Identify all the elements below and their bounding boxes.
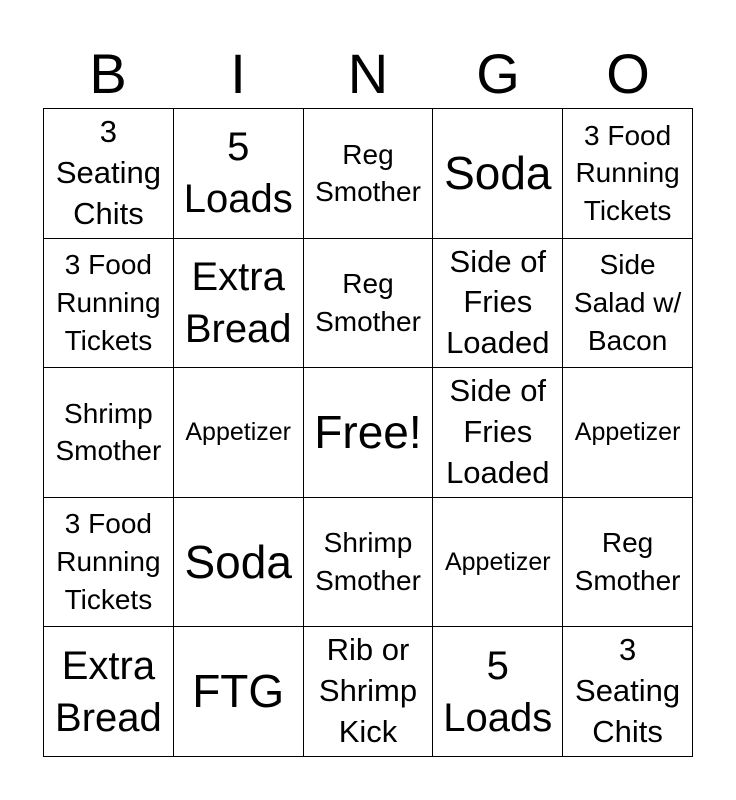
bingo-cell-label: Appetizer — [185, 417, 291, 446]
bingo-cell-r2-c1[interactable] — [44, 239, 174, 369]
bingo-cell-r4-c3[interactable] — [304, 498, 434, 628]
bingo-cell-r5-c1[interactable] — [44, 627, 174, 757]
bingo-cell-label: Reg Smother — [315, 138, 421, 208]
bingo-cell-label: 3 Food Running Tickets — [56, 508, 161, 615]
bingo-cell-label: Extra Bread — [55, 643, 162, 740]
bingo-cell-label: FTG — [192, 665, 285, 718]
bingo-cell-r4-c1[interactable] — [44, 498, 174, 628]
bingo-cell-label: Side of Fries Loaded — [446, 243, 550, 361]
bingo-cell-r4-c4[interactable] — [433, 498, 563, 628]
bingo-cell-r3-c1[interactable] — [44, 368, 174, 498]
bingo-cell-r3-c4[interactable] — [433, 368, 563, 498]
bingo-cell-r5-c4[interactable] — [433, 627, 563, 757]
header-letter-b: B — [89, 42, 127, 105]
bingo-cell-label: Free! — [314, 406, 422, 459]
header-letter-o: O — [606, 42, 650, 105]
bingo-cell-r5-c2[interactable] — [174, 627, 304, 757]
bingo-header — [43, 40, 693, 108]
header-letter-g: G — [476, 42, 520, 105]
bingo-cell-label: Appetizer — [444, 547, 551, 576]
bingo-cell-r5-c3[interactable] — [304, 627, 434, 757]
bingo-cell-label: Soda — [184, 535, 292, 588]
bingo-cell-r2-c5[interactable] — [563, 239, 693, 369]
bingo-cell-r2-c4[interactable] — [433, 239, 563, 369]
bingo-cell-r4-c2[interactable] — [174, 498, 304, 628]
header-letter-i: I — [230, 42, 246, 105]
bingo-cell-r1-c4[interactable] — [433, 109, 563, 239]
bingo-cell-r3-c2[interactable] — [174, 368, 304, 498]
bingo-cell-label: 3 Seating Chits — [55, 113, 161, 231]
bingo-cell-r3-c3[interactable] — [304, 368, 434, 498]
bingo-cell-label: 5 Loads — [443, 643, 553, 740]
bingo-board — [43, 108, 693, 757]
header-letter-n: N — [347, 42, 389, 105]
bingo-cell-r2-c2[interactable] — [174, 239, 304, 369]
bingo-cell-label: Shrimp Smother — [55, 397, 162, 467]
bingo-cell-label: Appetizer — [574, 417, 681, 446]
bingo-cell-label: 3 Food Running Tickets — [56, 249, 161, 356]
bingo-cell-label: Rib or Shrimp Kick — [318, 632, 418, 750]
bingo-cell-label: Soda — [444, 147, 552, 199]
bingo-cell-r5-c5[interactable] — [563, 627, 693, 757]
bingo-cell-r4-c5[interactable] — [563, 498, 693, 628]
bingo-cell-label: Shrimp Smother — [315, 527, 421, 597]
bingo-cell-label: Reg Smother — [574, 527, 681, 597]
bingo-cell-label: Extra Bread — [184, 254, 292, 351]
bingo-cell-label: Side of Fries Loaded — [446, 373, 550, 490]
bingo-cell-label: 3 Food Running Tickets — [575, 119, 680, 227]
bingo-cell-label: 5 Loads — [183, 125, 293, 222]
bingo-cell-label: Side Salad w/ Bacon — [573, 249, 682, 356]
bingo-cell-r1-c2[interactable] — [174, 109, 304, 239]
bingo-cell-r3-c5[interactable] — [563, 368, 693, 498]
bingo-cell-r2-c3[interactable] — [304, 239, 434, 369]
bingo-cell-r1-c3[interactable] — [304, 109, 434, 239]
bingo-cell-label: 3 Seating Chits — [575, 632, 681, 750]
bingo-cell-label: Reg Smother — [315, 268, 421, 337]
bingo-cell-r1-c5[interactable] — [563, 109, 693, 239]
bingo-cell-r1-c1[interactable] — [44, 109, 174, 239]
